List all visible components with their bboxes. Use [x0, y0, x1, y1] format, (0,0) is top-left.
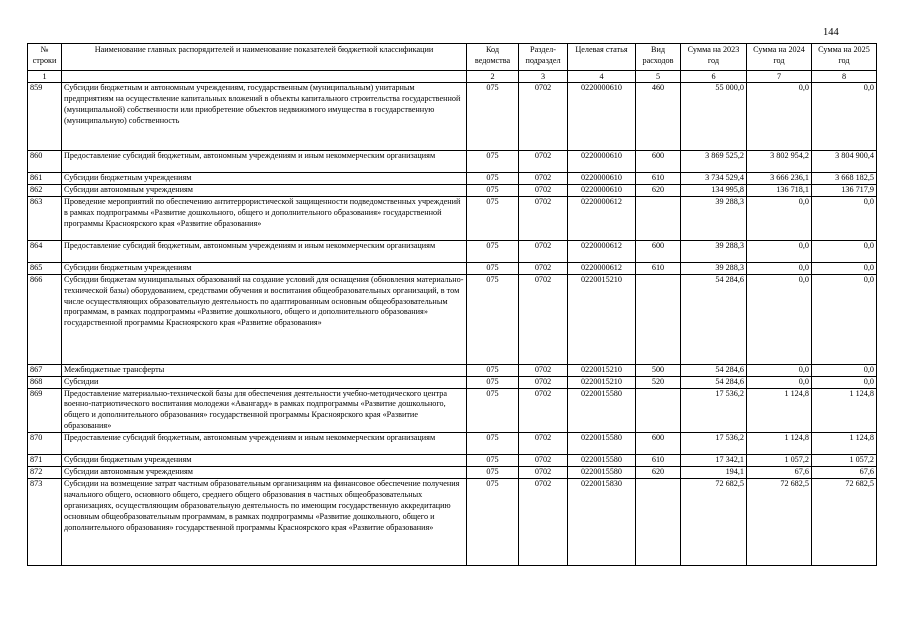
- expense-type-cell: 610: [636, 173, 681, 185]
- column-number: 3: [519, 71, 568, 83]
- dept-code-cell: 075: [467, 184, 519, 196]
- expense-type-cell: 600: [636, 240, 681, 262]
- table-row: [28, 173, 877, 185]
- sum-2024-cell: 3 802 954,2: [747, 151, 812, 173]
- row-number-cell: 869: [28, 388, 62, 433]
- sum-2024-cell: 1 124,8: [747, 388, 812, 433]
- dept-code-cell: 075: [467, 274, 519, 364]
- target-article-cell: 0220015210: [568, 274, 636, 364]
- table-row: [28, 196, 877, 240]
- sum-2024-cell: 3 666 236,1: [747, 173, 812, 185]
- section-code-cell: 0702: [519, 262, 568, 274]
- section-code-cell: 0702: [519, 388, 568, 433]
- expense-type-cell: 460: [636, 83, 681, 151]
- sum-2023-cell: 54 284,6: [681, 274, 747, 364]
- sum-2023-cell: 39 288,3: [681, 262, 747, 274]
- sum-2025-cell: 1 057,2: [812, 455, 877, 467]
- row-name-cell: Субсидии автономным учреждениям: [62, 184, 467, 196]
- row-name-cell: Межбюджетные трансферты: [62, 364, 467, 376]
- row-number-cell: 860: [28, 151, 62, 173]
- row-number-cell: 864: [28, 240, 62, 262]
- row-name-cell: Субсидии бюджетным учреждениям: [62, 455, 467, 467]
- sum-2024-cell: 0,0: [747, 196, 812, 240]
- sum-2023-cell: 39 288,3: [681, 196, 747, 240]
- row-number-cell: 872: [28, 467, 62, 479]
- sum-2025-cell: 1 124,8: [812, 433, 877, 455]
- dept-code-cell: 075: [467, 388, 519, 433]
- section-code-cell: 0702: [519, 376, 568, 388]
- row-number-cell: 871: [28, 455, 62, 467]
- table-row: [28, 467, 877, 479]
- sum-2025-cell: 3 804 900,4: [812, 151, 877, 173]
- sum-2023-cell: 3 734 529,4: [681, 173, 747, 185]
- sum-2024-cell: 0,0: [747, 376, 812, 388]
- row-number-cell: 867: [28, 364, 62, 376]
- row-number-cell: 865: [28, 262, 62, 274]
- row-number-cell: 873: [28, 478, 62, 565]
- sum-2023-cell: 3 869 525,2: [681, 151, 747, 173]
- sum-2023-cell: 17 536,2: [681, 433, 747, 455]
- sum-2024-cell: 0,0: [747, 262, 812, 274]
- section-code-cell: 0702: [519, 151, 568, 173]
- section-code-cell: 0702: [519, 83, 568, 151]
- dept-code-cell: 075: [467, 433, 519, 455]
- row-name-cell: Субсидии на возмещение затрат частным образовательным организациям на финансовое обеспечение получения начального общего, основного общего, среднего общего образования в частных общеобразовательных организациях, осуществляющим образовательную деятельность по имеющим государственную аккредитацию основным общеобразовательным программам, в рамках подпрограммы «Развитие дошкольного, общего и дополнительного образования» государственной программы Красноярского края «Развитие образования»: [62, 478, 467, 565]
- row-name-cell: Субсидии бюджетным и автономным учреждениям, государственным (муниципальным) унитарным предприятиям на осуществление капитальных вложений в объекты капитального строительства государственной (муниципальной) собственности или приобретение объектов недвижимого имущества в государственную (муниципальную) собственность: [62, 83, 467, 151]
- row-name-cell: Субсидии автономным учреждениям: [62, 467, 467, 479]
- column-number: 8: [812, 71, 877, 83]
- target-article-cell: 0220000610: [568, 184, 636, 196]
- expense-type-cell: [636, 388, 681, 433]
- sum-2025-cell: 0,0: [812, 274, 877, 364]
- expense-type-cell: 600: [636, 433, 681, 455]
- target-article-cell: 0220015580: [568, 433, 636, 455]
- dept-code-cell: 075: [467, 173, 519, 185]
- target-article-cell: 0220015580: [568, 388, 636, 433]
- dept-code-cell: 075: [467, 240, 519, 262]
- sum-2023-cell: 55 000,0: [681, 83, 747, 151]
- sum-2025-cell: 136 717,9: [812, 184, 877, 196]
- header-expense-type: Вид расходов: [636, 44, 681, 71]
- sum-2025-cell: 0,0: [812, 240, 877, 262]
- sum-2025-cell: 0,0: [812, 376, 877, 388]
- sum-2025-cell: 0,0: [812, 262, 877, 274]
- header-sum-2024: Сумма на 2024 год: [747, 44, 812, 71]
- column-number: 4: [568, 71, 636, 83]
- sum-2025-cell: 0,0: [812, 196, 877, 240]
- section-code-cell: 0702: [519, 478, 568, 565]
- target-article-cell: 0220015580: [568, 467, 636, 479]
- section-code-cell: 0702: [519, 274, 568, 364]
- header-row: [28, 44, 877, 71]
- sum-2023-cell: 134 995,8: [681, 184, 747, 196]
- section-code-cell: 0702: [519, 240, 568, 262]
- column-number: 6: [681, 71, 747, 83]
- target-article-cell: 0220000612: [568, 240, 636, 262]
- table-row: [28, 184, 877, 196]
- target-article-cell: 0220000612: [568, 196, 636, 240]
- expense-type-cell: 610: [636, 455, 681, 467]
- sum-2024-cell: 1 057,2: [747, 455, 812, 467]
- row-name-cell: Субсидии бюджетам муниципальных образований на создание условий для оснащения (обновления материально-технической базы) оборудованием, средствами обучения и воспитания общеобразовательных организаций, в том числе осуществляющих образовательную деятельность по адаптированным основным общеобразовательным программам, в рамках подпрограммы «Развитие дошкольного, общего и дополнительного образования» государственной программы Красноярского края «Развитие образования»: [62, 274, 467, 364]
- sum-2025-cell: 67,6: [812, 467, 877, 479]
- section-code-cell: 0702: [519, 433, 568, 455]
- row-name-cell: Предоставление субсидий бюджетным, автономным учреждениям и иным некоммерческим организациям: [62, 151, 467, 173]
- dept-code-cell: 075: [467, 455, 519, 467]
- sum-2024-cell: 67,6: [747, 467, 812, 479]
- row-number-cell: 868: [28, 376, 62, 388]
- target-article-cell: 0220000610: [568, 151, 636, 173]
- sum-2024-cell: 136 718,1: [747, 184, 812, 196]
- sum-2023-cell: 54 284,6: [681, 364, 747, 376]
- expense-type-cell: 610: [636, 262, 681, 274]
- sum-2023-cell: 17 342,1: [681, 455, 747, 467]
- expense-type-cell: [636, 196, 681, 240]
- header-dept: Код ведомства: [467, 44, 519, 71]
- expense-type-cell: 600: [636, 151, 681, 173]
- row-number-cell: 861: [28, 173, 62, 185]
- header-target: Целевая статья: [568, 44, 636, 71]
- target-article-cell: 0220000612: [568, 262, 636, 274]
- row-number-cell: 866: [28, 274, 62, 364]
- table-row: [28, 478, 877, 565]
- section-code-cell: 0702: [519, 184, 568, 196]
- row-name-cell: Проведение мероприятий по обеспечению антитеррористической защищенности подведомственных учреждений в рамках подпрограммы «Развитие дошкольного, общего и дополнительного образования» государственной программы Красноярского края «Развитие образования»: [62, 196, 467, 240]
- table-row: [28, 455, 877, 467]
- table-row: [28, 262, 877, 274]
- table-row: [28, 364, 877, 376]
- sum-2024-cell: 0,0: [747, 364, 812, 376]
- row-name-cell: Субсидии бюджетным учреждениям: [62, 173, 467, 185]
- section-code-cell: 0702: [519, 196, 568, 240]
- table-row: [28, 388, 877, 433]
- row-number-cell: 863: [28, 196, 62, 240]
- header-sum-2025: Сумма на 2025 год: [812, 44, 877, 71]
- target-article-cell: 0220000610: [568, 173, 636, 185]
- table-row: [28, 376, 877, 388]
- column-number: 1: [28, 71, 62, 83]
- row-number-cell: 870: [28, 433, 62, 455]
- target-article-cell: 0220000610: [568, 83, 636, 151]
- dept-code-cell: 075: [467, 262, 519, 274]
- sum-2024-cell: 72 682,5: [747, 478, 812, 565]
- dept-code-cell: 075: [467, 151, 519, 173]
- expense-type-cell: 620: [636, 184, 681, 196]
- row-name-cell: Предоставление материально-технической базы для обеспечения деятельности учебно-методического центра военно-патриотического воспитания молодежи «Авангард» в рамках подпрограммы «Развитие дошкольного, общего и дополнительного образования» государственной программы Красноярского края «Развитие образования»: [62, 388, 467, 433]
- table-row: [28, 240, 877, 262]
- sum-2025-cell: 3 668 182,5: [812, 173, 877, 185]
- column-number-row: [28, 71, 877, 83]
- target-article-cell: 0220015580: [568, 455, 636, 467]
- header-sum-2023: Сумма на 2023 год: [681, 44, 747, 71]
- table-row: [28, 433, 877, 455]
- sum-2023-cell: 39 288,3: [681, 240, 747, 262]
- dept-code-cell: 075: [467, 478, 519, 565]
- dept-code-cell: 075: [467, 376, 519, 388]
- row-number-cell: 862: [28, 184, 62, 196]
- column-number: 5: [636, 71, 681, 83]
- sum-2025-cell: 0,0: [812, 364, 877, 376]
- sum-2025-cell: 72 682,5: [812, 478, 877, 565]
- sum-2023-cell: 194,1: [681, 467, 747, 479]
- header-row-num: № строки: [28, 44, 62, 71]
- table-row: [28, 151, 877, 173]
- section-code-cell: 0702: [519, 173, 568, 185]
- dept-code-cell: 075: [467, 83, 519, 151]
- page-number: 144: [823, 27, 839, 38]
- sum-2023-cell: 17 536,2: [681, 388, 747, 433]
- dept-code-cell: 075: [467, 364, 519, 376]
- dept-code-cell: 075: [467, 196, 519, 240]
- sum-2024-cell: 0,0: [747, 240, 812, 262]
- target-article-cell: 0220015830: [568, 478, 636, 565]
- column-number: 7: [747, 71, 812, 83]
- sum-2025-cell: 0,0: [812, 83, 877, 151]
- expense-type-cell: [636, 478, 681, 565]
- row-number-cell: 859: [28, 83, 62, 151]
- header-name: Наименование главных распорядителей и наименование показателей бюджетной классификации: [62, 44, 467, 71]
- sum-2024-cell: 0,0: [747, 274, 812, 364]
- column-number: 2: [467, 71, 519, 83]
- expense-type-cell: 500: [636, 364, 681, 376]
- row-name-cell: Субсидии бюджетным учреждениям: [62, 262, 467, 274]
- section-code-cell: 0702: [519, 364, 568, 376]
- header-section: Раздел-подраздел: [519, 44, 568, 71]
- dept-code-cell: 075: [467, 467, 519, 479]
- budget-table: [27, 43, 877, 566]
- expense-type-cell: 520: [636, 376, 681, 388]
- section-code-cell: 0702: [519, 467, 568, 479]
- table-row: [28, 274, 877, 364]
- row-name-cell: Предоставление субсидий бюджетным, автономным учреждениям и иным некоммерческим организациям: [62, 240, 467, 262]
- sum-2024-cell: 1 124,8: [747, 433, 812, 455]
- expense-type-cell: [636, 274, 681, 364]
- section-code-cell: 0702: [519, 455, 568, 467]
- row-name-cell: Предоставление субсидий бюджетным, автономным учреждениям и иным некоммерческим организациям: [62, 433, 467, 455]
- sum-2025-cell: 1 124,8: [812, 388, 877, 433]
- sum-2024-cell: 0,0: [747, 83, 812, 151]
- target-article-cell: 0220015210: [568, 376, 636, 388]
- sum-2023-cell: 72 682,5: [681, 478, 747, 565]
- row-name-cell: Субсидии: [62, 376, 467, 388]
- target-article-cell: 0220015210: [568, 364, 636, 376]
- sum-2023-cell: 54 284,6: [681, 376, 747, 388]
- expense-type-cell: 620: [636, 467, 681, 479]
- table-row: [28, 83, 877, 151]
